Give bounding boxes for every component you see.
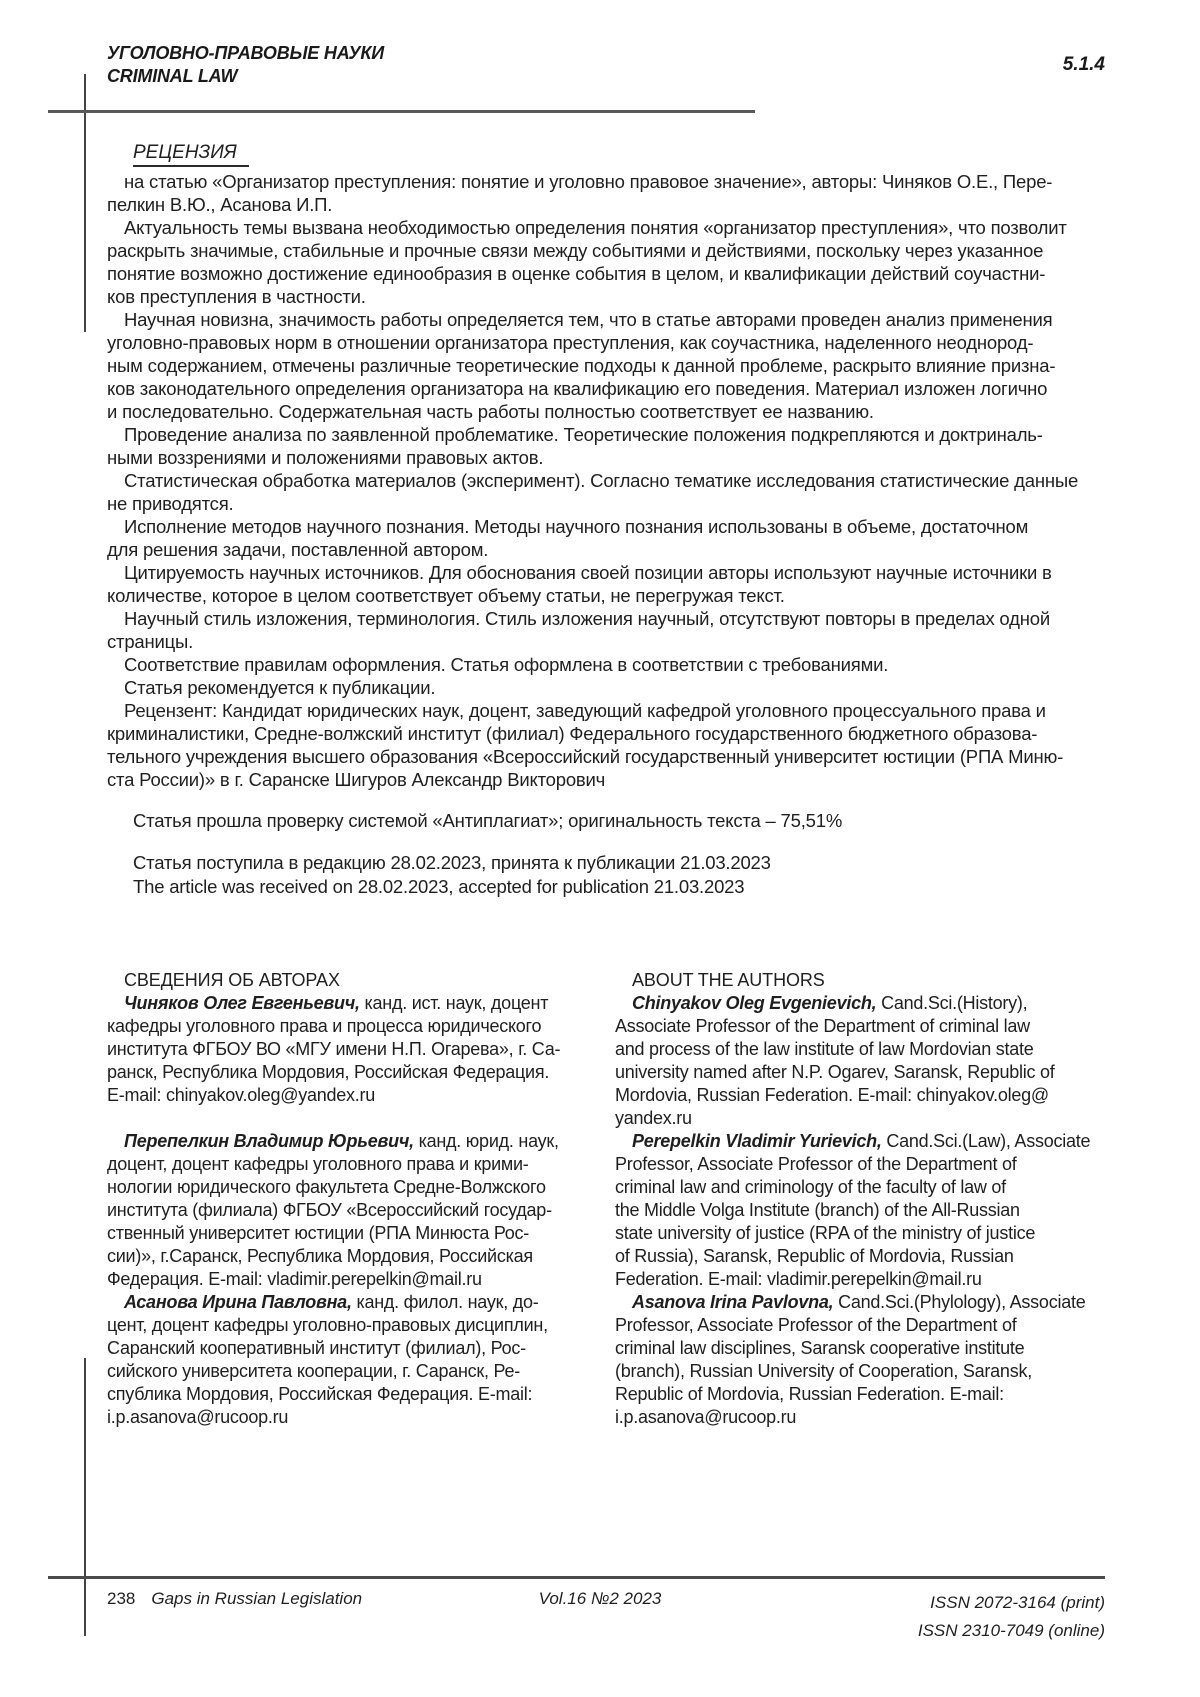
author-entry-en [615, 1130, 1105, 1291]
journal-name: Gaps in Russian Legislation [151, 1589, 363, 1608]
author-details: канд. ист. наук, доцент кафедры уголовного права и процесса юридического института ФГБОУ ВО «МГУ имени Н.П. Огарева», г. Са- ранск, Республика Мордовия, Российская Федерация. E-mail: chinyakov.oleg@yandex.ru [107, 993, 561, 1105]
issn-print: ISSN 2072-3164 (print) [930, 1593, 1105, 1612]
authors-heading-ru: СВЕДЕНИЯ ОБ АВТОРАХ [124, 970, 340, 990]
author-details: канд. юрид. наук, доцент, доцент кафедры уголовного права и крими- нологии юридического факультета Средне-Волжского института (филиала) ФГБОУ «Всероссийский государ- ственный университет юстиции (РПА Минюста Рос- сии)», г.Саранск, Республика Мордовия, Российская Федерация. E-mail: vladimir.perepelkin@mail.ru [107, 1131, 559, 1289]
review-paragraph: Соответствие правилам оформления. Статья оформлена в соответствии с требованиями. [124, 654, 889, 675]
review-paragraph: Статистическая обработка материалов (эксперимент). Согласно тематике исследования статистические данные не приводятся. [107, 470, 1079, 514]
review-section [107, 142, 1105, 791]
author-name: Chinyakov Oleg Evgenievich, [632, 993, 877, 1013]
review-paragraph: Актуальность темы вызвана необходимостью определения понятия «организатор преступления», что позволит раскрыть значимые, стабильные и прочные связи между событиями и действиями, поскольку через указанное понятие возможно достижение единообразия в оценке события в целом, и квалификации действий соучастни- ков преступления в частности. [107, 217, 1067, 307]
author-entry-en [615, 992, 1105, 1130]
left-margin-line-bottom [84, 1358, 86, 1636]
running-head [107, 42, 384, 88]
running-head-section-ru: УГОЛОВНО-ПРАВОВЫЕ НАУКИ [107, 43, 384, 63]
authors-column-ru [107, 969, 585, 1429]
authors-column-en [615, 969, 1105, 1429]
author-name: Асанова Ирина Павловна, [124, 1292, 352, 1312]
review-paragraph: Статья рекомендуется к публикации. [124, 677, 436, 698]
author-entry-en [615, 1291, 1105, 1429]
received-date-en: The article was received on 28.02.2023, accepted for publication 21.03.2023 [133, 875, 745, 897]
review-paragraph-reviewer: Рецензент: Кандидат юридических наук, доцент, заведующий кафедрой уголовного процессуального права и криминалистики, Средне-волжский институт (филиал) Федерального государственного бюджетного образова- тельного учреждения высшего образования «Всероссийский государственный университет юстиции (РПА Миню- ста России)» в г. Саранске Шигуров Александр Викторович [107, 700, 1064, 790]
author-entry-ru [107, 1291, 585, 1429]
received-date-ru: Статья поступила в редакцию 28.02.2023, принята к публикации 21.03.2023 [133, 852, 771, 873]
authors-section [107, 969, 1105, 1429]
footer-rule [48, 1576, 1105, 1579]
author-name: Перепелкин Владимир Юрьевич, [124, 1131, 414, 1151]
footer-left [107, 1589, 362, 1609]
authors-heading-en: ABOUT THE AUTHORS [632, 970, 825, 990]
author-name: Perepelkin Vladimir Yurievich, [632, 1131, 882, 1151]
author-details: канд. филол. наук, до- цент, доцент кафедры уголовно-правовых дисциплин, Саранский кооперативный институт (филиал), Рос- сийского университета кооперации, г. Саранск, Ре- спублика Мордовия, Российская Федерация. E-mail: i.p.asanova@rucoop.ru [107, 1292, 548, 1427]
issn-online: ISSN 2310-7049 (online) [917, 1620, 1105, 1640]
review-title: РЕЦЕНЗИЯ [133, 142, 249, 167]
review-paragraph: Цитируемость научных источников. Для обоснования своей позиции авторы используют научные источники в количестве, которое в целом соответствует объему статьи, не перегружая текст. [107, 562, 1052, 606]
review-paragraph: Научная новизна, значимость работы определяется тем, что в статье авторами проведен анализ применения уголовно-правовых норм в отношении организатора преступления, как соучастника, наделенного неоднород- ным содержанием, отмечены различные теоретические подходы к данной проблеме, раскрыто влияние призна- ков законодательного определения организатора на квалификацию его поведения. Материал изложен логично и последовательно. Содержательная часть работы полностью соответствует ее названию. [107, 309, 1056, 422]
received-dates [133, 851, 771, 898]
antiplagiarism-note: Статья прошла проверку системой «Антиплагиат»; оригинальность текста – 75,51% [133, 810, 843, 831]
author-details: Cand.Sci.(Law), Associate Professor, Associate Professor of the Department of criminal law and criminology of the faculty of law of the Middle Volga Institute (branch) of the All-Russian state university of justice (RPA of the ministry of justice of Russia), Saransk, Republic of Mordovia, Russian Federation. E-mail: vladimir.perepelkin@mail.ru [615, 1131, 1091, 1289]
review-paragraph: Проведение анализа по заявленной проблематике. Теоретические положения подкрепляются и доктриналь- ными воззрениями и положениями правовых актов. [107, 424, 1043, 468]
author-name: Чиняков Олег Евгеньевич, [124, 993, 360, 1013]
review-paragraph: на статью «Организатор преступления: понятие и уголовно правовое значение», авторы: Чиняков О.Е., Пере- пелкин В.Ю., Асанова И.П. [107, 171, 1053, 215]
author-details: Cand.Sci.(Phylology), Associate Professor, Associate Professor of the Department of criminal law disciplines, Saransk cooperative institute (branch), Russian University of Cooperation, Saransk, Republic of Mordovia, Russian Federation. E-mail: i.p.asanova@rucoop.ru [615, 1292, 1086, 1427]
author-entry-ru [107, 992, 585, 1107]
review-title-row [133, 142, 1105, 167]
running-head-section-en: CRIMINAL LAW [107, 66, 238, 86]
header-rule [48, 110, 755, 113]
specialty-code: 5.1.4 [1062, 54, 1105, 75]
author-name: Asanova Irina Pavlovna, [632, 1292, 834, 1312]
volume-issue: Vol.16 №2 2023 [538, 1589, 662, 1608]
author-details: Cand.Sci.(History), Associate Professor of the Department of criminal law and process of the law institute of law Mordovian state university named after N.P. Ogarev, Saransk, Republic of Mordovia, Russian Federation. E-mail: chinyakov.oleg@ yandex.ru [615, 993, 1055, 1128]
review-paragraph: Научный стиль изложения, терминология. Стиль изложения научный, отсутствуют повторы в пределах одной страницы. [107, 608, 1050, 652]
review-paragraph: Исполнение методов научного познания. Методы научного познания использованы в объеме, достаточном для решения задачи, поставленной автором. [107, 516, 1029, 560]
author-entry-ru [107, 1130, 585, 1291]
page-number: 238 [107, 1589, 136, 1608]
issn-block [918, 1589, 1105, 1644]
